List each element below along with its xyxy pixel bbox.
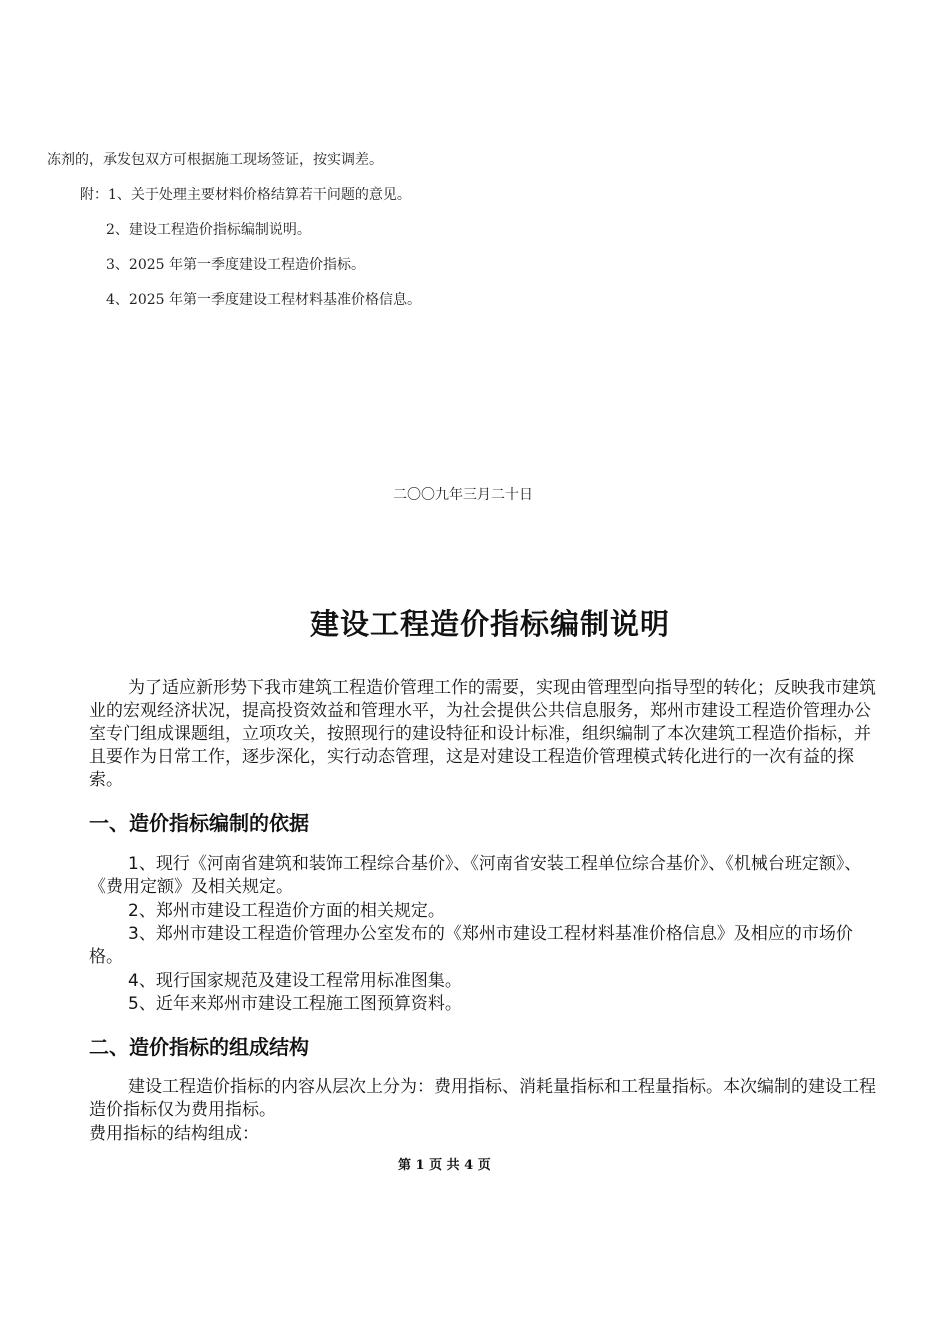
- section-1-item: 5、近年来郑州市建设工程施工图预算资料。: [128, 994, 462, 1014]
- section-1-item: 1、现行《河南省建筑和装饰工程综合基价》、《河南省安装工程单位综合基价》、《机械台班定额》、《费用定额》及相关规定。: [89, 854, 862, 897]
- section-1-item: 3、郑州市建设工程造价管理办公室发布的《郑州市建设工程材料基准价格信息》及相应的市场价格。: [89, 924, 853, 967]
- section-1-heading: 一、造价指标编制的依据: [89, 811, 309, 835]
- document-date: 二〇〇九年三月二十日: [393, 487, 533, 503]
- page-footer: 第 1 页 共 4 页: [398, 1158, 491, 1173]
- section-1-item: 2、郑州市建设工程造价方面的相关规定。: [128, 901, 445, 921]
- section-2-last-line: 费用指标的结构组成：: [89, 1124, 259, 1144]
- attachment-item-3: 3、2025 年第一季度建设工程造价指标。: [106, 257, 365, 273]
- continuation-text: 冻剂的，承发包双方可根据施工现场签证，按实调差。: [47, 152, 383, 168]
- attachment-item-2: 2、建设工程造价指标编制说明。: [106, 222, 311, 238]
- section-1-item: 4、现行国家规范及建设工程常用标准图集。: [128, 971, 462, 991]
- attachment-item-1: 附：1、关于处理主要材料价格结算若干问题的意见。: [80, 187, 411, 203]
- attachment-item-4: 4、2025 年第一季度建设工程材料基准价格信息。: [106, 292, 421, 308]
- section-2-heading: 二、造价指标的组成结构: [89, 1035, 309, 1059]
- document-title: 建设工程造价指标编制说明: [309, 607, 670, 641]
- section-2-paragraph: 建设工程造价指标的内容从层次上分为：费用指标、消耗量指标和工程量指标。本次编制的建设工程造价指标仅为费用指标。: [89, 1077, 876, 1120]
- intro-paragraph: 为了适应新形势下我市建筑工程造价管理工作的需要，实现由管理型向指导型的转化；反映我市建筑业的宏观经济状况，提高投资效益和管理水平，为社会提供公共信息服务，郑州市建设工程造价管理办公室专门组成课题组，立项攻关，按照现行的建设特征和设计标准，组织编制了本次建筑工程造价指标，并且要作为日常工作，逐步深化，实行动态管理，这是对建设工程造价管理模式转化进行的一次有益的探索。: [89, 678, 876, 790]
